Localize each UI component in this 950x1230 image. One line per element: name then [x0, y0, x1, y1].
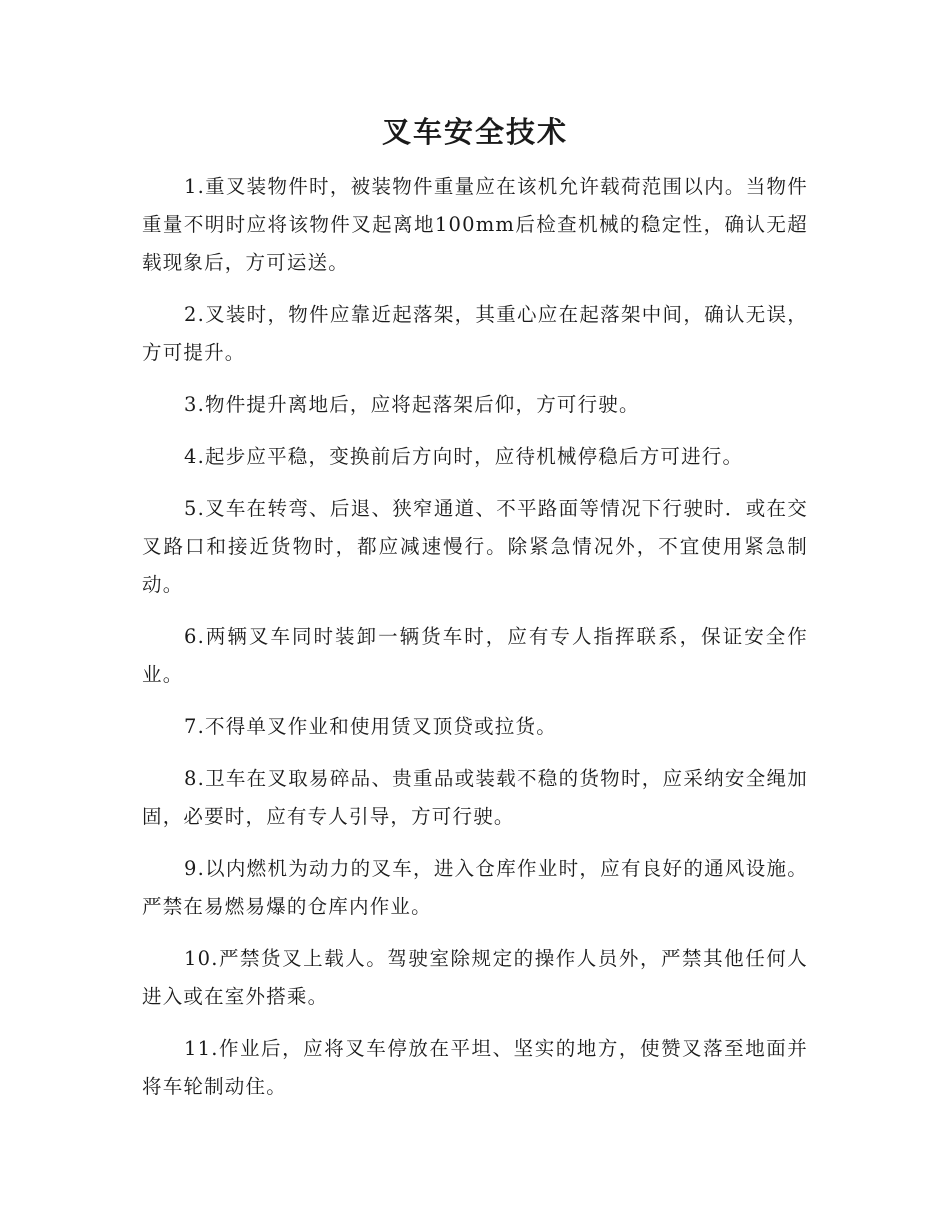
paragraph-1: 1.重叉装物件时，被装物件重量应在该机允许载荷范围以内。当物件重量不明时应将该物件叉起离地100mm后检查机械的稳定性，确认无超载现象后，方可运送。 [142, 175, 808, 274]
paragraph-10: 10.严禁货叉上载人。驾驶室除规定的操作人员外，严禁其他任何人进入或在室外搭乘。 [142, 947, 808, 1008]
paragraph-6: 6.两辆叉车同时装卸一辆货车时，应有专人指挥联系，保证安全作业。 [142, 625, 808, 686]
paragraph-7: 7.不得单叉作业和使用赁叉顶贷或拉货。 [184, 715, 557, 738]
paragraph-5: 5.叉车在转弯、后退、狭窄通道、不平路面等情况下行驶时．或在交叉路口和接近货物时，都应减速慢行。除紧急情况外，不宜使用紧急制动。 [142, 497, 808, 596]
paragraph-3: 3.物件提升离地后，应将起落架后仰，方可行驶。 [184, 393, 640, 416]
paragraph-9: 9.以内燃机为动力的叉车，进入仓库作业时，应有良好的通风设施。严禁在易燃易爆的仓库内作业。 [142, 857, 808, 918]
paragraph-2: 2.叉装时，物件应靠近起落架，其重心应在起落架中间，确认无误，方可提升。 [142, 303, 808, 364]
paragraph-11: 11.作业后，应将叉车停放在平坦、坚实的地方，使赞叉落至地面并将车轮制动住。 [142, 1037, 808, 1098]
document-title: 叉车安全技术 [381, 115, 568, 149]
paragraph-8: 8.卫车在叉取易碎品、贵重品或装载不稳的货物时，应采纳安全绳加固，必要时，应有专人引导，方可行驶。 [142, 767, 808, 828]
paragraph-4: 4.起步应平稳，变换前后方向时，应待机械停稳后方可进行。 [184, 445, 744, 468]
